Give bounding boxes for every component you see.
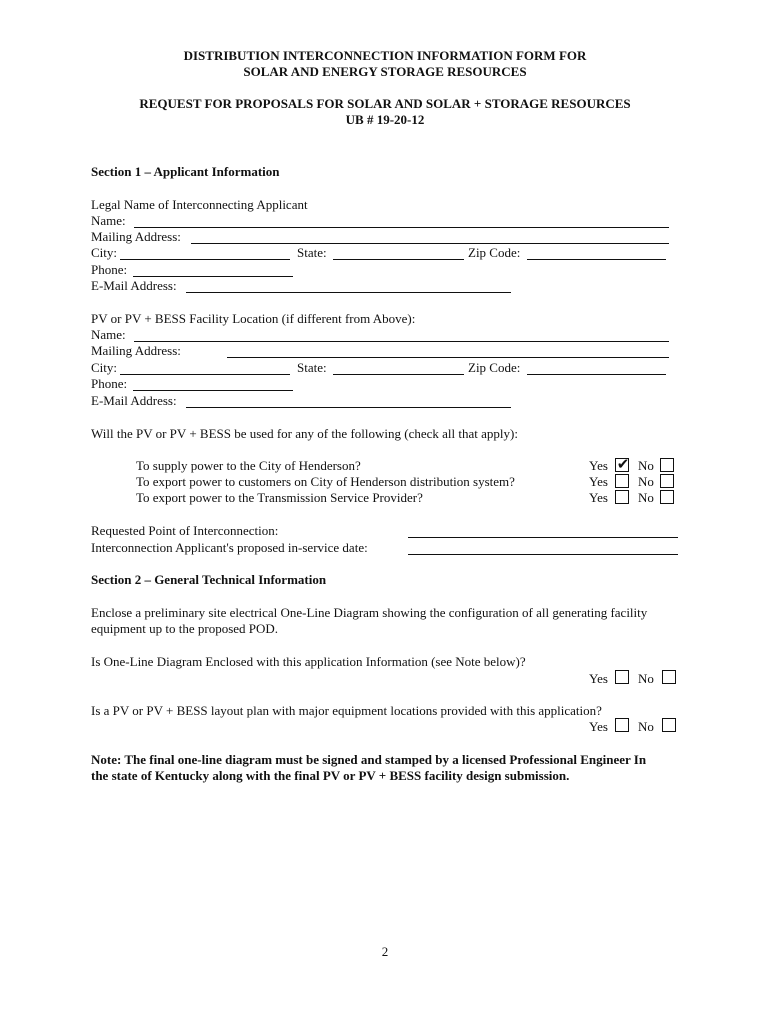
poi-label: Requested Point of Interconnection: [91, 523, 279, 538]
use-item-no-checkbox[interactable] [660, 458, 674, 472]
use-item-yes-checkbox[interactable] [615, 490, 629, 504]
note-line1: Note: The final one-line diagram must be signed and stamped by a licensed Professional Engineer In [91, 752, 647, 767]
layout-plan-no-label: No [638, 719, 654, 734]
section2-heading: Section 2 – General Technical Information [91, 572, 327, 587]
facility-state-label: State: [297, 360, 327, 375]
one-line-question: Is One-Line Diagram Enclosed with this application Information (see Note below)? [91, 654, 526, 669]
enclose-text-line1: Enclose a preliminary site electrical One-Line Diagram showing the configuration of all generating facility [91, 605, 648, 620]
applicant-mailing-label: Mailing Address: [91, 229, 181, 244]
page-number: 2 [381, 944, 389, 959]
applicant-state-label: State: [297, 245, 327, 260]
facility-phone-field[interactable] [133, 390, 293, 391]
poi-field[interactable] [408, 537, 678, 538]
use-item-label: To export power to the Transmission Service Provider? [136, 490, 423, 505]
form-title-line1: DISTRIBUTION INTERCONNECTION INFORMATION FORM FOR [183, 48, 587, 63]
facility-phone-label: Phone: [91, 376, 128, 391]
one-line-no-checkbox[interactable] [662, 670, 676, 684]
facility-mailing-label: Mailing Address: [91, 343, 181, 358]
form-subtitle-line1: REQUEST FOR PROPOSALS FOR SOLAR AND SOLAR + STORAGE RESOURCES [139, 96, 631, 111]
facility-city-field[interactable] [120, 374, 290, 375]
note-line2: the state of Kentucky along with the final PV or PV + BESS facility design submission. [91, 768, 570, 783]
facility-name-field[interactable] [134, 341, 669, 342]
facility-zip-field[interactable] [527, 374, 666, 375]
applicant-city-field[interactable] [120, 259, 290, 260]
use-item-yes-label: Yes [589, 474, 608, 489]
applicant-name-field[interactable] [134, 227, 669, 228]
use-item-label: To export power to customers on City of Henderson distribution system? [136, 474, 515, 489]
layout-plan-yes-label: Yes [589, 719, 608, 734]
applicant-city-label: City: [91, 245, 118, 260]
applicant-state-field[interactable] [333, 259, 464, 260]
facility-state-field[interactable] [333, 374, 464, 375]
inservice-date-field[interactable] [408, 554, 678, 555]
applicant-mailing-field[interactable] [191, 243, 669, 244]
layout-plan-no-checkbox[interactable] [662, 718, 676, 732]
one-line-yes-label: Yes [589, 671, 608, 686]
facility-email-field[interactable] [186, 407, 511, 408]
layout-plan-yes-checkbox[interactable] [615, 718, 629, 732]
use-item-yes-checkbox[interactable] [615, 474, 629, 488]
use-item-yes-checkbox[interactable] [615, 455, 630, 473]
applicant-email-field[interactable] [186, 292, 511, 293]
one-line-no-label: No [638, 671, 654, 686]
applicant-intro: Legal Name of Interconnecting Applicant [91, 197, 308, 212]
applicant-phone-field[interactable] [133, 276, 293, 277]
check-icon: ✔ [616, 455, 630, 473]
use-item-no-label: No [638, 458, 654, 473]
section1-heading: Section 1 – Applicant Information [91, 164, 280, 179]
form-title-line2: SOLAR AND ENERGY STORAGE RESOURCES [243, 64, 527, 79]
applicant-zip-field[interactable] [527, 259, 666, 260]
use-item-no-checkbox[interactable] [660, 474, 674, 488]
facility-email-label: E-Mail Address: [91, 393, 177, 408]
use-question: Will the PV or PV + BESS be used for any of the following (check all that apply): [91, 426, 518, 441]
use-item-yes-label: Yes [589, 458, 608, 473]
use-item-no-label: No [638, 490, 654, 505]
applicant-zip-label: Zip Code: [468, 245, 521, 260]
one-line-yes-checkbox[interactable] [615, 670, 629, 684]
use-item-yes-label: Yes [589, 490, 608, 505]
inservice-date-label: Interconnection Applicant's proposed in-service date: [91, 540, 368, 555]
applicant-phone-label: Phone: [91, 262, 128, 277]
facility-city-label: City: [91, 360, 118, 375]
facility-intro: PV or PV + BESS Facility Location (if different from Above): [91, 311, 416, 326]
facility-name-label: Name: [91, 327, 126, 342]
applicant-name-label: Name: [91, 213, 126, 228]
enclose-text-line2: equipment up to the proposed POD. [91, 621, 279, 636]
form-subtitle-line2: UB # 19-20-12 [345, 112, 425, 127]
use-item-no-checkbox[interactable] [660, 490, 674, 504]
facility-zip-label: Zip Code: [468, 360, 521, 375]
use-item-label: To supply power to the City of Henderson? [136, 458, 361, 473]
applicant-email-label: E-Mail Address: [91, 278, 177, 293]
use-item-no-label: No [638, 474, 654, 489]
facility-mailing-field[interactable] [227, 357, 669, 358]
layout-plan-question: Is a PV or PV + BESS layout plan with major equipment locations provided with this application? [91, 703, 602, 718]
